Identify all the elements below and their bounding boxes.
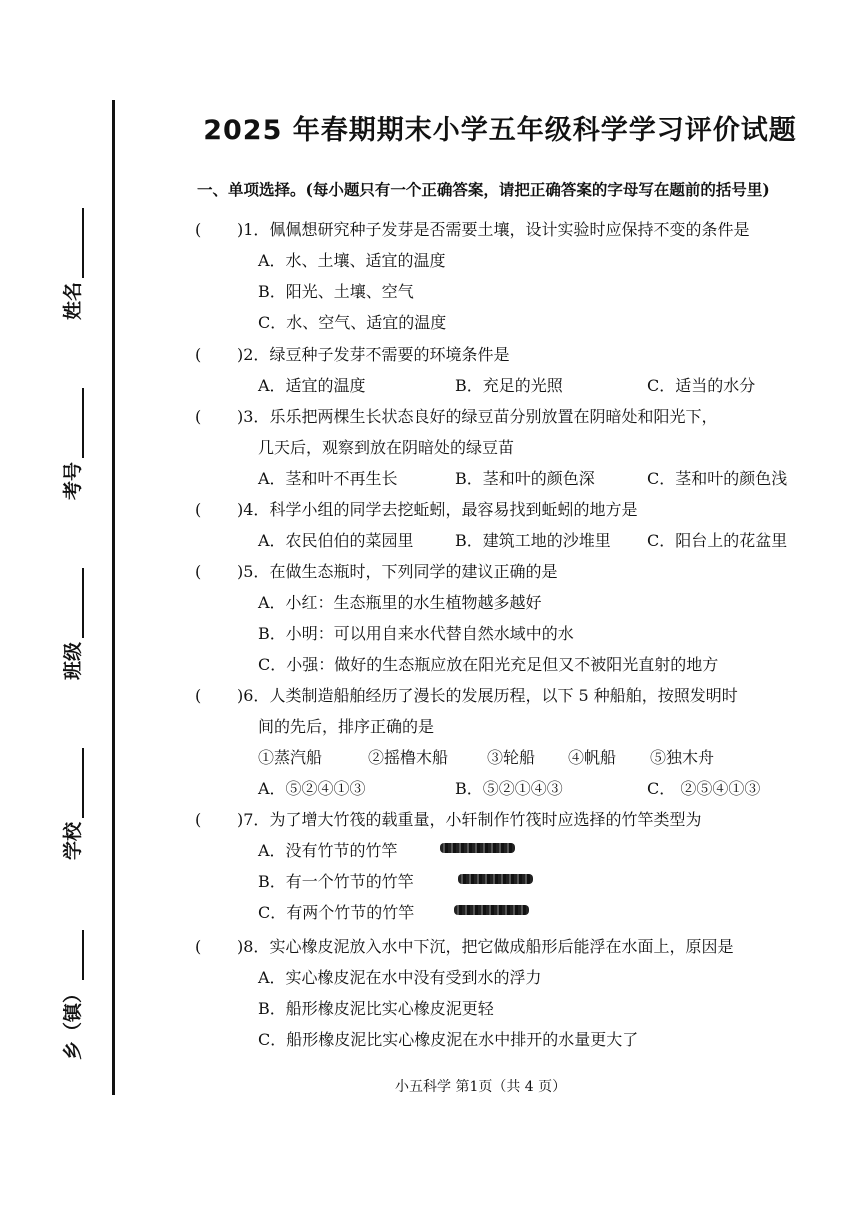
option: C． ②⑤④①③ (647, 779, 761, 798)
option: B．⑤②①④③ (455, 779, 563, 798)
side-label-exam-no: 考号 (60, 390, 86, 500)
list-item: ⑤独木舟 (650, 748, 715, 767)
option: A．水、土壤、适宜的温度 (258, 251, 446, 270)
question-1 (195, 217, 749, 240)
question-text: 在做生态瓶时，下列同学的建议正确的是 (269, 562, 558, 581)
list-item: ①蒸汽船 (258, 748, 323, 767)
side-label-class: 班级 (60, 570, 86, 680)
question-text-continued: 几天后，观察到放在阴暗处的绿豆苗 (258, 438, 515, 457)
option: C．阳台上的花盆里 (647, 531, 788, 550)
bamboo-illustration-b (458, 874, 533, 884)
binding-line (112, 100, 115, 1095)
bamboo-illustration-a (440, 843, 515, 853)
question-number: )2． (237, 345, 270, 364)
list-item: ③轮船 (487, 748, 536, 767)
option: B．建筑工地的沙堆里 (455, 531, 611, 550)
question-number: )6． (237, 686, 270, 705)
question-number: )1． (237, 220, 270, 239)
question-text: 科学小组的同学去挖蚯蚓，最容易找到蚯蚓的地方是 (269, 500, 638, 519)
option: B．阳光、土壤、空气 (258, 282, 414, 301)
page-footer: 小五科学 第1页（共 4 页） (395, 1079, 567, 1095)
page-title: 2025 年春期期末小学五年级科学学习评价试题 (203, 115, 797, 146)
option: A．⑤②④①③ (258, 779, 366, 798)
answer-paren: ( (195, 500, 202, 519)
option: B．船形橡皮泥比实心橡皮泥更轻 (258, 999, 494, 1018)
question-6 (195, 683, 738, 706)
answer-paren: ( (195, 220, 202, 239)
option: B．充足的光照 (455, 376, 563, 395)
question-text: 绿豆种子发芽不需要的环境条件是 (269, 345, 510, 364)
question-number: )4． (237, 500, 270, 519)
question-text: 人类制造船舶经历了漫长的发展历程，以下 5 种船舶，按照发明时 (269, 686, 738, 705)
option: A．小红：生态瓶里的水生植物越多越好 (258, 593, 542, 612)
answer-paren: ( (195, 345, 202, 364)
question-2 (195, 342, 509, 365)
question-number: )7． (237, 810, 270, 829)
section-heading: 一、单项选择。(每小题只有一个正确答案，请把正确答案的字母写在题前的括号里) (197, 180, 770, 199)
question-7 (195, 807, 701, 830)
option: C．有两个竹节的竹竿 (258, 903, 415, 922)
bamboo-illustration-c (454, 905, 529, 915)
question-4 (195, 497, 637, 520)
question-text: 为了增大竹筏的载重量，小轩制作竹筏时应选择的竹竿类型为 (269, 810, 702, 829)
option: A．没有竹节的竹竿 (258, 841, 398, 860)
option: B．小明：可以用自来水代替自然水域中的水 (258, 624, 574, 643)
answer-paren: ( (195, 407, 202, 426)
option: C．船形橡皮泥比实心橡皮泥在水中排开的水量更大了 (258, 1030, 639, 1049)
answer-paren: ( (195, 937, 202, 956)
option: C．茎和叶的颜色浅 (647, 469, 788, 488)
option: C．适当的水分 (647, 376, 756, 395)
question-number: )8． (237, 937, 270, 956)
option: A．适宜的温度 (258, 376, 366, 395)
side-label-town: 乡（镇） (60, 950, 86, 1060)
question-text: 乐乐把两棵生长状态良好的绿豆苗分别放置在阴暗处和阳光下， (269, 407, 718, 426)
option: B．有一个竹节的竹竿 (258, 872, 414, 891)
question-3 (195, 404, 717, 427)
answer-paren: ( (195, 562, 202, 581)
list-item: ②摇橹木船 (368, 748, 449, 767)
list-item: ④帆船 (568, 748, 617, 767)
question-8 (195, 934, 733, 957)
option: C．小强：做好的生态瓶应放在阳光充足但又不被阳光直射的地方 (258, 655, 719, 674)
answer-paren: ( (195, 810, 202, 829)
option: A．农民伯伯的菜园里 (258, 531, 414, 550)
option: C．水、空气、适宜的温度 (258, 313, 447, 332)
question-number: )5． (237, 562, 270, 581)
option: A．茎和叶不再生长 (258, 469, 398, 488)
side-label-name: 姓名 (60, 210, 86, 320)
option: B．茎和叶的颜色深 (455, 469, 595, 488)
answer-paren: ( (195, 686, 202, 705)
question-5 (195, 559, 557, 582)
question-number: )3． (237, 407, 270, 426)
side-label-school: 学校 (60, 750, 86, 860)
option: A．实心橡皮泥在水中没有受到水的浮力 (258, 968, 542, 987)
question-text-continued: 间的先后，排序正确的是 (258, 717, 435, 736)
question-text: 实心橡皮泥放入水中下沉，把它做成船形后能浮在水面上，原因是 (269, 937, 734, 956)
question-text: 佩佩想研究种子发芽是否需要土壤，设计实验时应保持不变的条件是 (269, 220, 750, 239)
